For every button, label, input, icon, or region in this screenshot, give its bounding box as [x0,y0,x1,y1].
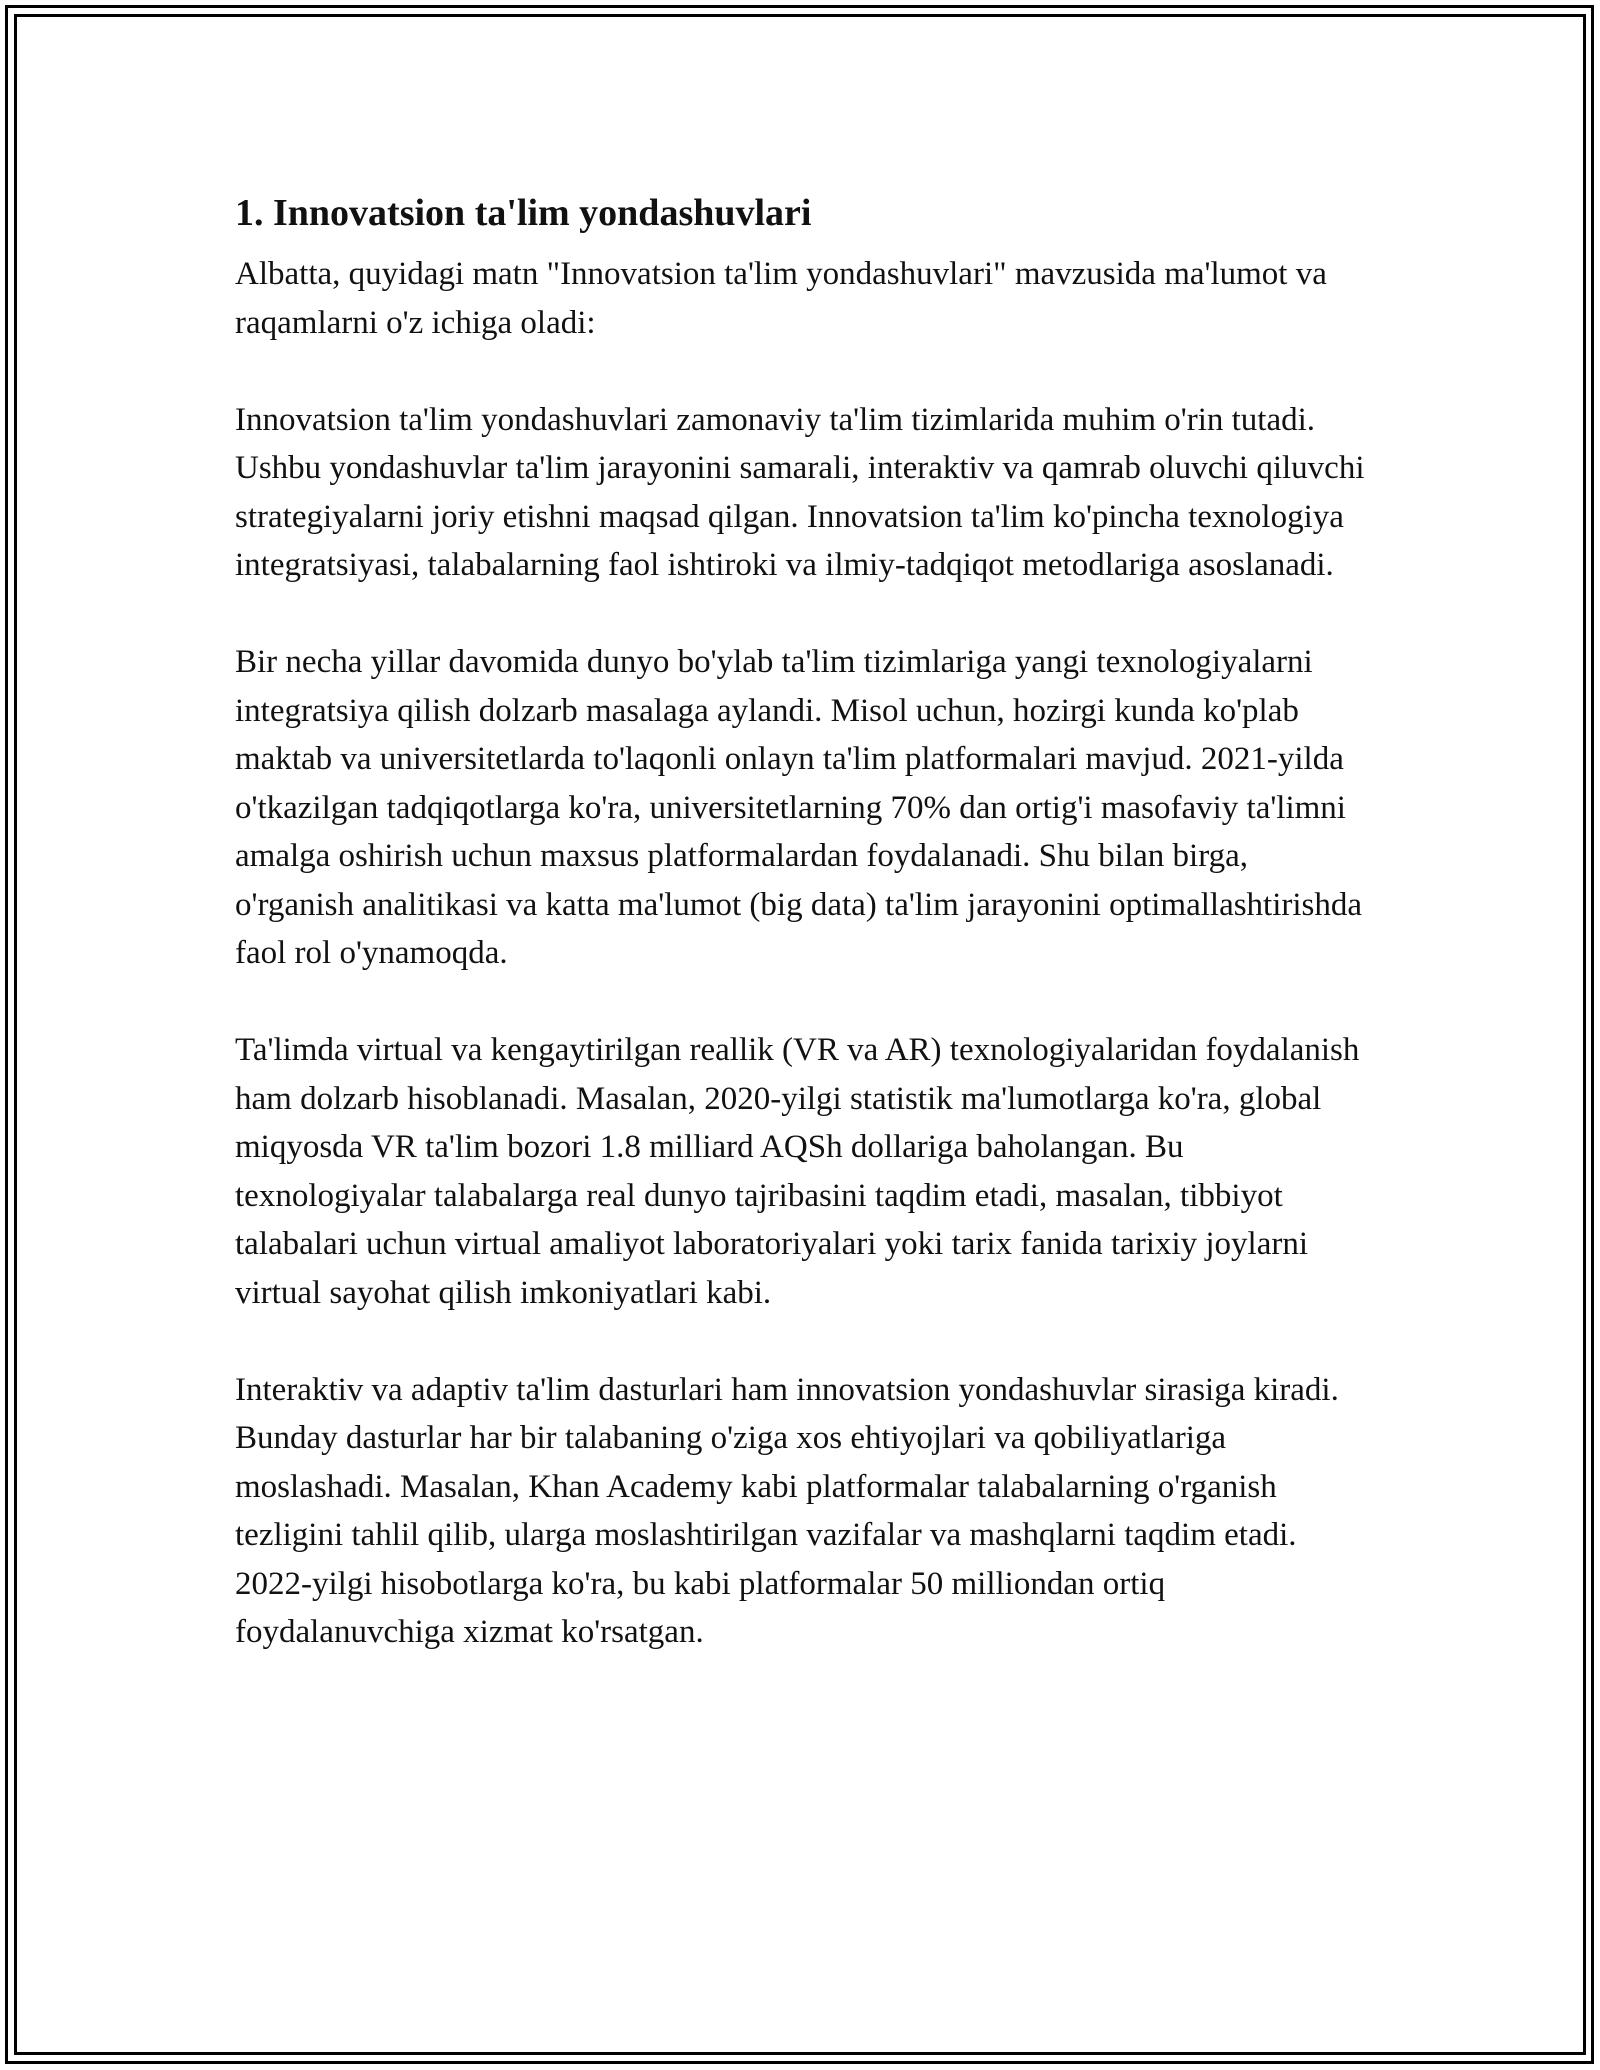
paragraph-technology-integration: Bir necha yillar davomida dunyo bo'ylab ta'lim tizimlariga yangi texnologiyalarni integratsiya qilish dolzarb masalaga aylandi. Misol uchun, hozirgi kunda ko'plab maktab va universitetlarda to'laqonli onlayn ta'lim platformalari mavjud. 2021-yilda o'tkazilgan tadqiqotlarga ko'ra, universitetlarning 70% dan ortig'i masofaviy ta'limni amalga oshirish uchun maxsus platformalardan foydalanadi. Shu bilan birga, o'rganish analitikasi va katta ma'lumot (big data) ta'lim jarayonini optimallashtirishda faol rol o'ynamoqda. [235,644,1363,971]
paragraph-adaptive-learning: Interaktiv va adaptiv ta'lim dasturlari ham innovatsion yondashuvlar sirasiga kiradi. Bunday dasturlar har bir talabaning o'ziga xos ehtiyojlari va qobiliyatlariga moslashadi. Masalan, Khan Academy kabi platformalar talabalarning o'rganish tezligini tahlil qilib, ularga moslashtirilgan vazifalar va mashqlarni taqdim etadi. 2022-yilgi hisobotlarga ko'ra, bu kabi platformalar 50 milliondan ortiq foydalanuvchiga xizmat ko'rsatgan. [235,1371,1339,1650]
intro-paragraph: Albatta, quyidagi matn "Innovatsion ta'lim yondashuvlari" mavzusida ma'lumot va raqamlarni o'z ichiga oladi: [235,256,1327,341]
paragraph-vr-ar: Ta'limda virtual va kengaytirilgan reallik (VR va AR) texnologiyalaridan foydalanish ham dolzarb hisoblanadi. Masalan, 2020-yilgi statistik ma'lumotlarga ko'ra, global miqyosda VR ta'lim bozori 1.8 milliard AQSh dollariga baholangan. Bu texnologiyalar talabalarga real dunyo tajribasini taqdim etadi, masalan, tibbiyot talabalari uchun virtual amaliyot laboratoriyalari yoki tarix fanida tarixiy joylarni virtual sayohat qilish imkoniyatlari kabi. [235,1032,1360,1311]
section-heading: 1. Innovatsion ta'lim yondashuvlari [235,192,812,234]
document-body [235,182,1365,1657]
paragraph-innovative-approaches: Innovatsion ta'lim yondashuvlari zamonaviy ta'lim tizimlarida muhim o'rin tutadi. Ushbu yondashuvlar ta'lim jarayonini samarali, interaktiv va qamrab oluvchi qiluvchi strategiyalarni joriy etishni maqsad qilgan. Innovatsion ta'lim ko'pincha texnologiya integratsiyasi, talabalarning faol ishtiroki va ilmiy-tadqiqot metodlariga asoslanadi. [235,401,1365,583]
